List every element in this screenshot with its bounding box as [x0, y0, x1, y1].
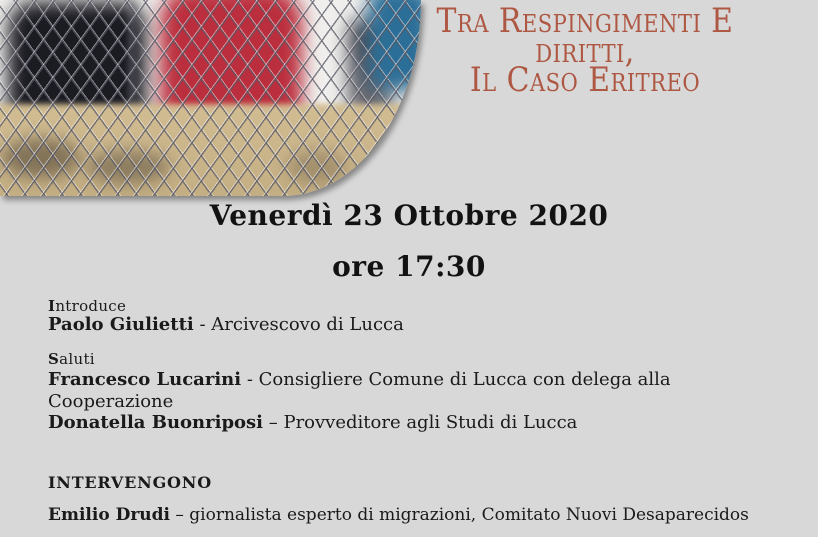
speaker-row: [48, 314, 404, 335]
speaker-role: – Provveditore agli Studi di Lucca: [263, 412, 578, 433]
event-photo: [0, 0, 421, 196]
speaker-name: Donatella Buonriposi: [48, 412, 264, 433]
speaker-name: Francesco Lucarini: [48, 369, 242, 390]
speaker-row: [48, 505, 749, 525]
speaker-row-continuation: [48, 391, 173, 412]
chain-link-fence-overlay: [0, 0, 421, 196]
speaker-role: – giornalista esperto di migrazioni, Comitato Nuovi Desaparecidos: [169, 505, 749, 525]
event-title-line-2: diritti,: [535, 31, 635, 71]
event-title-line-3: Il Caso Eritreo: [469, 60, 701, 100]
section-label-intervengono: INTERVENGONO: [48, 473, 212, 492]
speaker-role: Cooperazione: [48, 391, 174, 412]
event-title: [415, 1, 755, 100]
section-label-saluti: Saluti: [48, 350, 95, 368]
speaker-name: Emilio Drudi: [48, 505, 170, 525]
event-title-line-1: Tra Respingimenti E: [436, 1, 734, 41]
speaker-role: - Consigliere Comune di Lucca con delega alla: [241, 369, 671, 390]
speaker-role: - Arcivescovo di Lucca: [193, 314, 404, 335]
speaker-row: [48, 412, 577, 433]
speaker-row: [48, 369, 671, 390]
event-time: ore 17:30: [332, 250, 486, 283]
event-date: Venerdì 23 Ottobre 2020: [209, 199, 609, 232]
speaker-name: Paolo Giulietti: [48, 314, 194, 335]
section-label-introduce: Introduce: [48, 297, 127, 315]
